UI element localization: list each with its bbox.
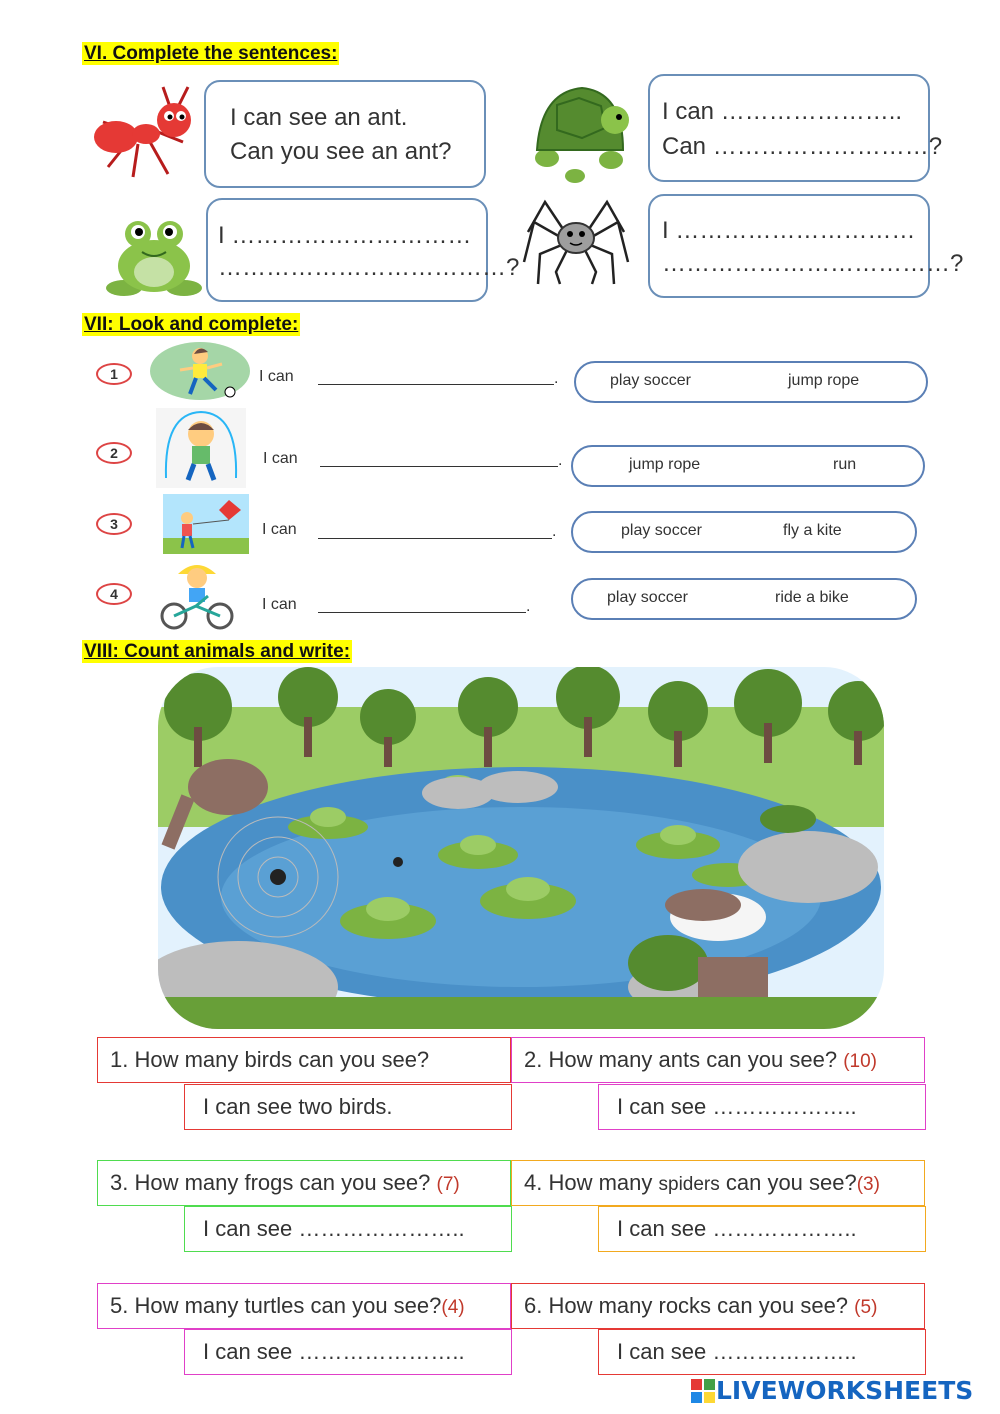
choice-1a[interactable]: play soccer bbox=[610, 372, 691, 389]
bubble-4-line-2[interactable]: ………………………………? bbox=[662, 250, 964, 277]
question-5-text: 5. How many turtles can you see? bbox=[110, 1293, 442, 1318]
boy-soccer-icon bbox=[150, 342, 250, 400]
section-8-heading: VIII: Count animals and write: bbox=[84, 641, 351, 662]
answer-1 bbox=[184, 1084, 512, 1130]
sentence-bubble-4[interactable] bbox=[648, 194, 964, 298]
choice-2a[interactable]: jump rope bbox=[629, 456, 701, 473]
answer-2-text[interactable]: I can see ……………….. bbox=[617, 1094, 857, 1119]
question-4-text-post: can you see? bbox=[719, 1170, 857, 1195]
section-7-heading: VII: Look and complete: bbox=[84, 314, 299, 335]
answer-2[interactable] bbox=[598, 1084, 926, 1130]
answer-3-text[interactable]: I can see ………………….. bbox=[203, 1216, 465, 1241]
choices-1 bbox=[574, 361, 928, 403]
choices-3 bbox=[571, 511, 917, 553]
item-number-2: 2 bbox=[96, 442, 132, 464]
spider-icon bbox=[520, 192, 632, 286]
answer-6[interactable] bbox=[598, 1329, 926, 1375]
boy-jump-rope-icon bbox=[156, 408, 246, 488]
item-4-period: . bbox=[526, 598, 531, 615]
item-3-period: . bbox=[552, 523, 557, 540]
boy-kite-icon bbox=[163, 494, 249, 554]
bubble-1-line-1: I can see an ant. bbox=[230, 104, 408, 131]
answer-4-text[interactable]: I can see ……………….. bbox=[617, 1216, 857, 1241]
question-6-text: 6. How many rocks can you see? bbox=[524, 1293, 849, 1318]
turtle-icon bbox=[527, 80, 631, 186]
answer-5-text[interactable]: I can see ………………….. bbox=[203, 1339, 465, 1364]
answer-blank-3[interactable] bbox=[318, 520, 552, 539]
section-6-heading: VI. Complete the sentences: bbox=[84, 43, 338, 64]
question-6-hint: (5) bbox=[854, 1297, 878, 1318]
question-5 bbox=[97, 1283, 511, 1329]
question-5-hint: (4) bbox=[441, 1297, 465, 1318]
question-1 bbox=[97, 1037, 511, 1083]
item-number-3: 3 bbox=[96, 513, 132, 535]
question-4-text-pre: 4. How many bbox=[524, 1170, 659, 1195]
question-2-text: 2. How many ants can you see? bbox=[524, 1047, 838, 1072]
choice-1b[interactable]: jump rope bbox=[788, 372, 860, 389]
question-2 bbox=[511, 1037, 925, 1083]
sentence-bubble-3[interactable] bbox=[206, 198, 520, 302]
item-number-1: 1 bbox=[96, 363, 132, 385]
item-1-prefix: I can bbox=[259, 368, 294, 385]
question-4-text-word: spiders bbox=[658, 1174, 720, 1195]
answer-blank-2[interactable] bbox=[320, 448, 558, 467]
bubble-2-line-1[interactable]: I can ………………….. bbox=[662, 98, 903, 125]
question-3-hint: (7) bbox=[436, 1174, 460, 1195]
pond-scene-image bbox=[158, 667, 884, 1029]
sentence-bubble-1 bbox=[204, 80, 486, 188]
liveworksheets-logo bbox=[690, 1376, 973, 1406]
choice-2b[interactable]: run bbox=[833, 456, 857, 473]
answer-blank-1[interactable] bbox=[318, 366, 554, 385]
logo-icon bbox=[690, 1378, 716, 1404]
choice-4a[interactable]: play soccer bbox=[607, 589, 688, 606]
question-4 bbox=[511, 1160, 925, 1206]
item-2-prefix: I can bbox=[263, 450, 298, 467]
sentence-bubble-2[interactable] bbox=[648, 74, 943, 182]
boy-bike-icon bbox=[158, 558, 236, 630]
item-number-4: 4 bbox=[96, 583, 132, 605]
answer-6-text[interactable]: I can see ……………….. bbox=[617, 1339, 857, 1364]
answer-blank-4[interactable] bbox=[318, 594, 526, 613]
item-1-period: . bbox=[554, 370, 559, 387]
answer-3[interactable] bbox=[184, 1206, 512, 1252]
bubble-2-line-2[interactable]: Can ………………………? bbox=[662, 133, 943, 160]
item-3-prefix: I can bbox=[262, 521, 297, 538]
item-4-prefix: I can bbox=[262, 596, 297, 613]
choices-2 bbox=[571, 445, 925, 487]
choice-4b[interactable]: ride a bike bbox=[775, 589, 849, 606]
answer-1-text: I can see two birds. bbox=[203, 1094, 393, 1119]
answer-5[interactable] bbox=[184, 1329, 512, 1375]
answer-4[interactable] bbox=[598, 1206, 926, 1252]
question-4-hint: (3) bbox=[856, 1174, 880, 1195]
question-3-text: 3. How many frogs can you see? bbox=[110, 1170, 431, 1195]
bubble-4-line-1[interactable]: I ………………………… bbox=[662, 217, 916, 244]
choice-3a[interactable]: play soccer bbox=[621, 522, 702, 539]
bubble-3-line-2[interactable]: ………………………………? bbox=[218, 254, 520, 281]
ant-icon bbox=[88, 82, 206, 182]
frog-icon bbox=[104, 208, 204, 300]
question-6 bbox=[511, 1283, 925, 1329]
logo-text: LIVEWORKSHEETS bbox=[716, 1376, 974, 1405]
question-3 bbox=[97, 1160, 511, 1206]
item-2-period: . bbox=[558, 452, 563, 469]
bubble-1-line-2: Can you see an ant? bbox=[230, 138, 452, 165]
bubble-3-line-1[interactable]: I ………………………… bbox=[218, 222, 472, 249]
choices-4 bbox=[571, 578, 917, 620]
choice-3b[interactable]: fly a kite bbox=[783, 522, 842, 539]
question-2-hint: (10) bbox=[843, 1051, 877, 1072]
question-1-text: 1. How many birds can you see? bbox=[110, 1047, 430, 1072]
